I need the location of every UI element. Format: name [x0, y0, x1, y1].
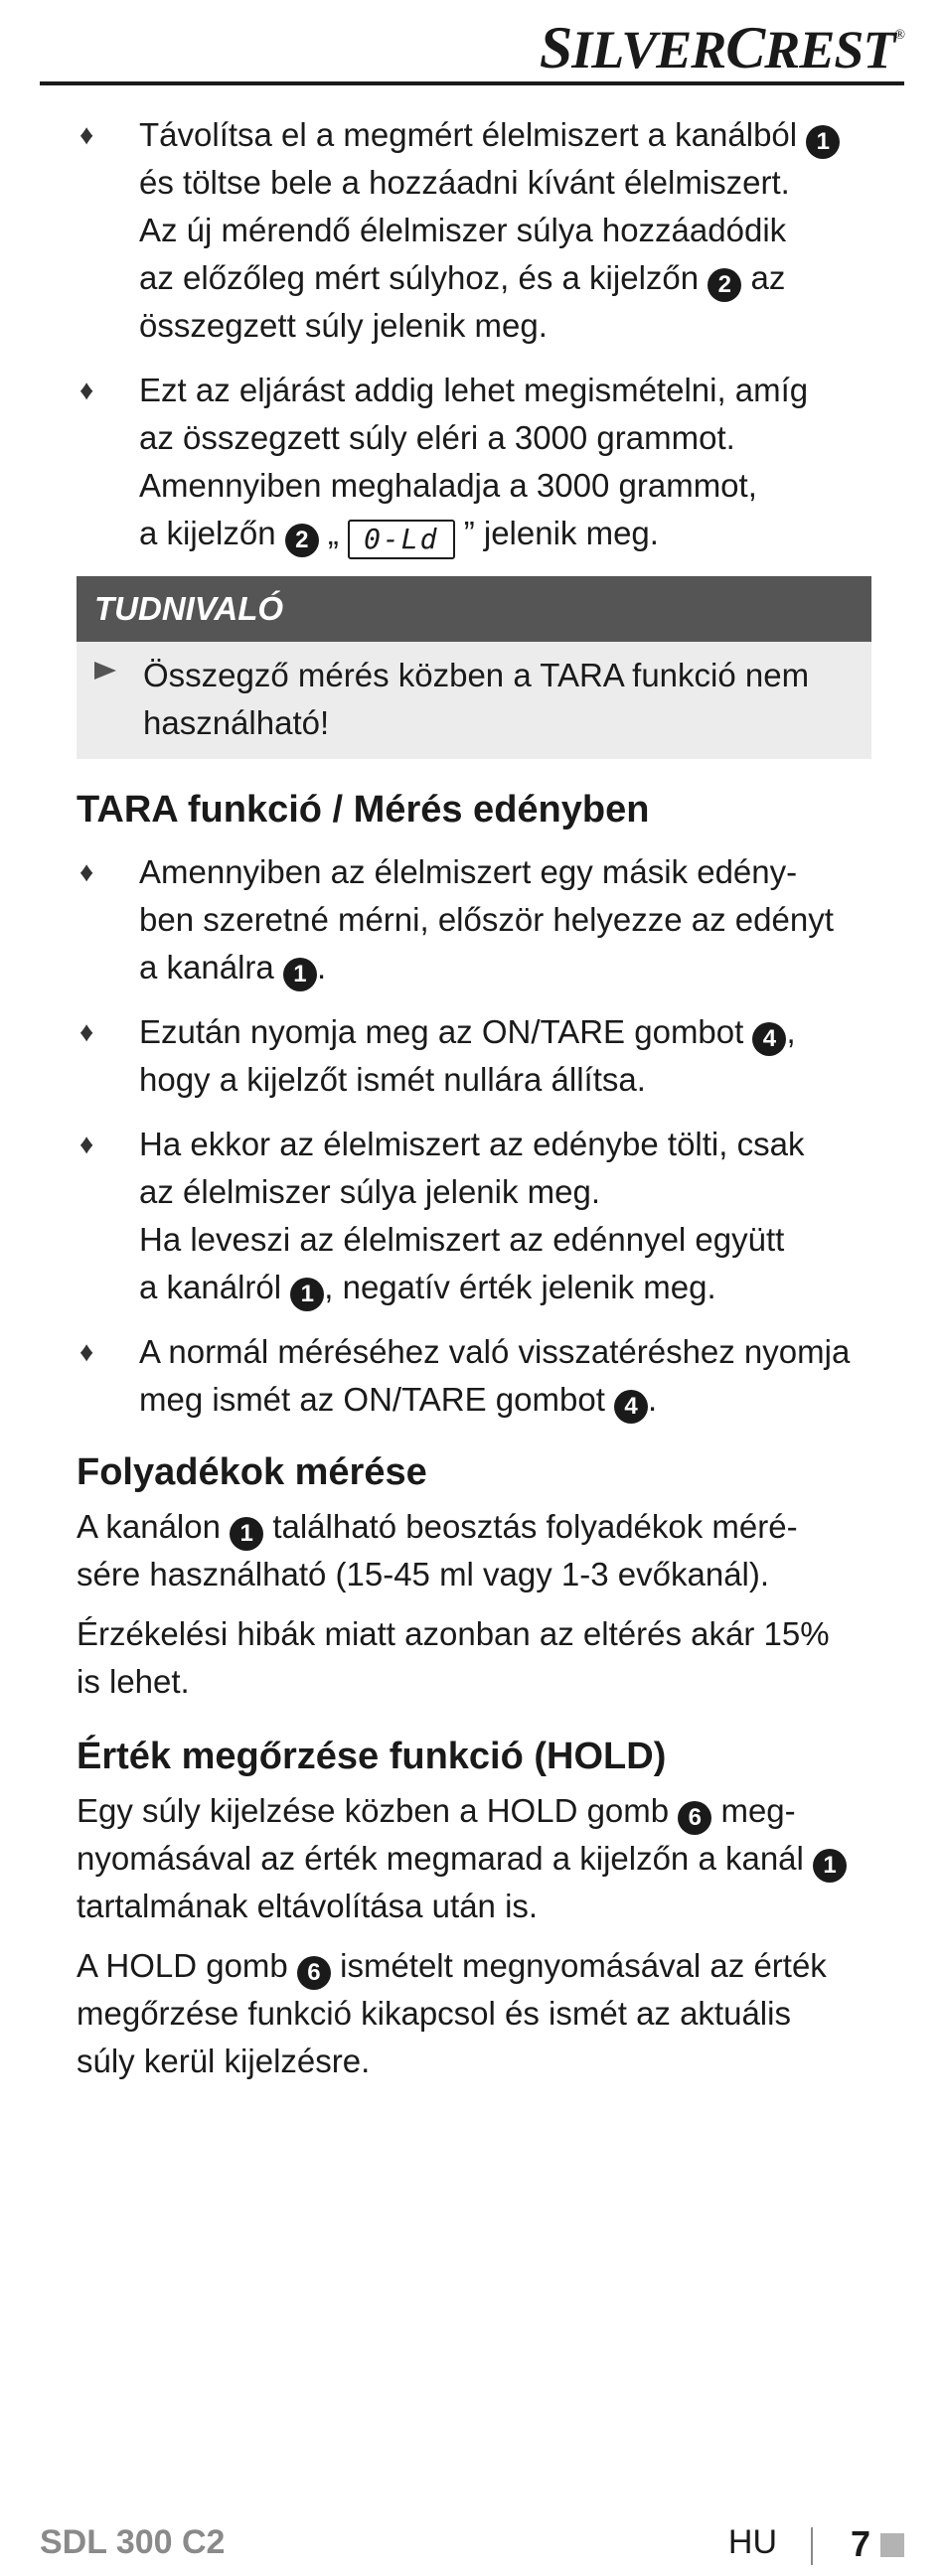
silvercrest-logo: SILVERCREST®	[539, 15, 904, 80]
page-header	[40, 0, 904, 87]
bullet-tara-press: ♦ Ezután nyomja meg az ON/TARE gombot 4 , hogy a kijelzőt ismét nullára állítsa.	[77, 1008, 871, 1104]
liquid-paragraph-1: A kanálon 1 található beosztás folyadékok méré- sére használható (15-45 ml vagy 1-3 evőkanál).	[77, 1508, 798, 1592]
note-body: Összegző mérés közben a TARA funkció nem használható!	[77, 642, 871, 759]
hold-paragraph-2: A HOLD gomb 6 ismételt megnyomásával az érték megőrzése funkció kikapcsol és ismét az aktuális súly kerül kijelzésre.	[77, 1947, 827, 2079]
language-code: HU	[727, 2523, 777, 2561]
note-title: TUDNIVALÓ	[77, 576, 871, 642]
page-footer	[40, 2523, 904, 2573]
ref-badge-6: 6	[678, 1801, 711, 1835]
liquid-paragraph-2: Érzékelési hibák miatt azonban az eltérés akár 15% is lehet.	[77, 1615, 830, 1700]
bullet-remove-food: ♦ Távolítsa el a megmért élelmiszert a kanálból 1 és töltse bele a hozzáadni kívánt élelmiszert. Az új mérendő élelmiszer súlya hozzáadódik az előzőleg mért súlyhoz, és a kijelzőn 2 az összegzett súly jelenik meg.	[77, 111, 871, 350]
ref-badge-4: 4	[752, 1022, 786, 1056]
ref-badge-1: 1	[290, 1278, 324, 1311]
bullet-tara-container: ♦ Amennyiben az élelmiszert egy másik edény- ben szeretné mérni, először helyezze az edényt a kanálra 1 .	[77, 848, 871, 991]
footer-divider	[811, 2527, 813, 2565]
hold-heading: Érték megőrzése funkció (HOLD)	[77, 1736, 667, 1777]
ref-badge-1: 1	[230, 1517, 263, 1551]
bullet-tara-normal: ♦ A normál méréséhez való visszatéréshez nyomja meg ismét az ON/TARE gombot 4 .	[77, 1328, 871, 1424]
model-number: SDL 300 C2	[40, 2523, 226, 2561]
diamond-bullet-icon: ♦	[79, 1016, 94, 1047]
ref-badge-1: 1	[806, 125, 840, 159]
ref-badge-2: 2	[708, 268, 741, 302]
page-content	[77, 111, 871, 2097]
bullet-tara-negative: ♦ Ha ekkor az élelmiszert az edénybe tölti, csak az élelmiszer súlya jelenik meg. Ha leveszi az élelmiszert az edénnyel együtt a kanálról 1 , negatív érték jelenik meg.	[77, 1121, 871, 1311]
ref-badge-1: 1	[813, 1849, 847, 1883]
hold-paragraph-1: Egy súly kijelzése közben a HOLD gomb 6 meg- nyomásával az érték megmarad a kijelzőn a kanál 1 tartalmának eltávolítása után is.	[77, 1787, 871, 1930]
note-box	[77, 576, 871, 759]
lcd-overload-symbol: 0-Ld	[348, 520, 454, 559]
ref-badge-1: 1	[283, 958, 317, 991]
tara-heading: TARA funkció / Mérés edényben	[77, 789, 650, 831]
diamond-bullet-icon: ♦	[79, 856, 94, 887]
diamond-bullet-icon: ♦	[79, 375, 94, 405]
bullet-repeat: ♦ Ezt az eljárást addig lehet megismételni, amíg az összegzett súly eléri a 3000 grammot. Amennyiben meghaladja a 3000 grammot, a kijelzőn 2 „ 0-Ld ” jelenik meg.	[77, 367, 871, 559]
diamond-bullet-icon: ♦	[79, 1129, 94, 1159]
ref-badge-6: 6	[297, 1956, 331, 1990]
page-marker-square	[880, 2533, 904, 2557]
ref-badge-2: 2	[285, 524, 319, 557]
header-rule	[40, 81, 904, 85]
diamond-bullet-icon: ♦	[79, 119, 94, 150]
arrow-bullet-icon	[94, 662, 116, 680]
diamond-bullet-icon: ♦	[79, 1336, 94, 1367]
page-number: 7	[850, 2523, 870, 2564]
ref-badge-4: 4	[614, 1390, 648, 1424]
liquid-heading: Folyadékok mérése	[77, 1451, 427, 1493]
